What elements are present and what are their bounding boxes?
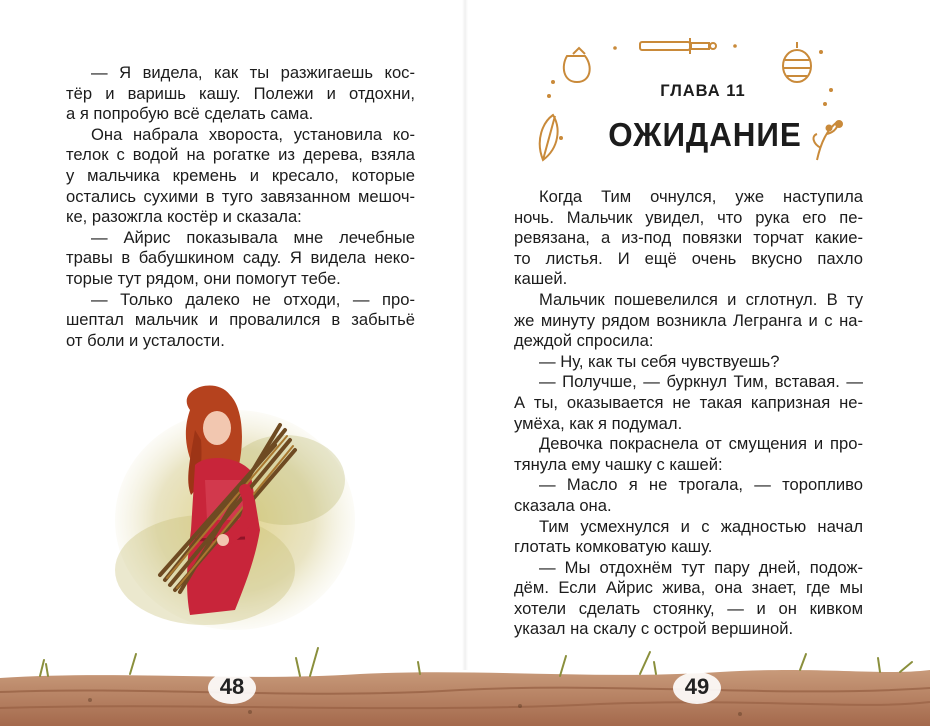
- ground-strip-decoration: [0, 640, 930, 726]
- text-line: — Я видела, как ты разжигаешь кос-: [91, 63, 415, 82]
- text-line: — Айрис показывала мне лечебные: [91, 227, 415, 247]
- text-line: сказала она.: [514, 495, 612, 515]
- text-line: А ты, оказывается не такая капризная не-: [514, 392, 863, 412]
- text-line: ревязана, а из-под повязки торчат какие-: [514, 228, 863, 248]
- text-line: тёр и варишь кашу. Полежи и отдохни,: [66, 83, 415, 103]
- right-page-text: [514, 187, 863, 640]
- text-line: — Получше, — буркнул Тим, вставая. —: [539, 372, 863, 392]
- text-line: дём. Если Айрис жива, она знает, где мы: [514, 578, 863, 598]
- text-line: кашей.: [514, 269, 568, 289]
- text-line: Когда Тим очнулся, уже наступила: [539, 187, 863, 206]
- chapter-number: ГЛАВА 11: [660, 82, 746, 100]
- pouch-icon: [564, 48, 590, 82]
- text-line: Она набрала хвороста, установила ко-: [91, 124, 415, 144]
- text-line: остались сухими в туго завязанном мешоч-: [66, 186, 415, 206]
- text-line: то листья. И ещё очень вкусно пахло: [514, 248, 863, 268]
- text-line: Тим усмехнулся и с жадностью начал: [539, 516, 863, 536]
- text-line: глотать комковатую кашу.: [514, 537, 713, 557]
- page-number-right: 49: [684, 674, 710, 699]
- text-line: деждой спросила:: [514, 331, 654, 351]
- text-line: же минуту рядом возникла Легрангa и с на-: [514, 310, 863, 330]
- page-number-left: 48: [219, 674, 245, 699]
- left-page-text: [66, 63, 415, 351]
- text-line: у мальчика кремень и кресало, которые: [66, 165, 415, 185]
- text-line: — Мы отдохнём тут пару дней, подож-: [539, 557, 863, 577]
- text-line: — Ну, как ты себя чувствуешь?: [539, 351, 780, 371]
- text-line: а я попробую всё сделать сама.: [66, 104, 314, 124]
- text-line: указал на скалу с острой вершиной.: [514, 619, 794, 639]
- pine-cone-icon: [783, 42, 811, 82]
- text-line: умёха, как я подумал.: [514, 413, 683, 433]
- girl-with-firewood-illustration: [95, 370, 365, 655]
- text-line: от боли и усталости.: [66, 330, 225, 350]
- leaf-icon: [540, 115, 558, 160]
- text-line: ке, разожгла костёр и сказала:: [66, 207, 302, 227]
- text-line: шептал мальчик и провалился в забытьё: [66, 310, 415, 330]
- text-line: Мальчик пошевелился и сглотнул. В ту: [539, 289, 863, 309]
- right-page: [465, 0, 930, 726]
- text-line: хотели сделать стоянку, — и он кивком: [514, 598, 863, 618]
- text-line: — Масло я не трогала, — торопливо: [539, 475, 863, 495]
- text-line: Девочка покраснела от смущения и про-: [539, 434, 863, 454]
- chapter-title: ОЖИДАНИЕ: [608, 116, 802, 153]
- text-line: — Только далеко не отходи, — про-: [91, 289, 415, 309]
- text-line: торые тут рядом, они помогут тебе.: [66, 268, 341, 288]
- dagger-icon: [640, 38, 716, 54]
- chapter-decoration: [465, 30, 930, 180]
- text-line: ночь. Мальчик увидел, что рука его пе-: [514, 207, 863, 227]
- text-line: тянула ему чашку с кашей:: [514, 454, 723, 474]
- text-line: травы в бабушкином саду. Я видела неко-: [66, 248, 415, 268]
- text-line: телок с водой на рогатке из дерева, взяла: [66, 145, 415, 165]
